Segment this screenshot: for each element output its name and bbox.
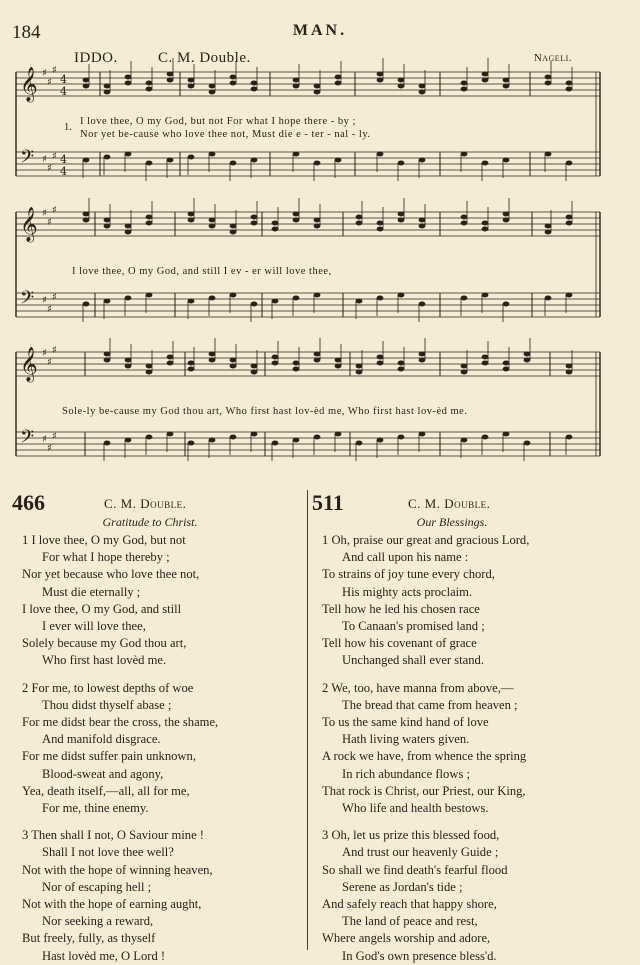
note-head [377,72,384,77]
note-head [335,432,342,437]
note-head [377,361,384,366]
verse-number: 1. [64,122,72,133]
note-head [167,361,174,366]
column-divider [307,490,308,950]
note-head [146,215,153,220]
note-head [503,218,510,223]
note-head [524,441,531,446]
hymn-number-511: 511 [312,490,344,515]
verse-line: Who life and health bestows. [342,801,489,816]
note-head [209,352,216,357]
note-head [314,435,321,440]
note-head [251,432,258,437]
note-head [314,161,321,166]
note-head [104,155,111,160]
note-head [356,370,363,375]
verse-line: A rock we have, from whence the spring [322,749,527,764]
bass-clef: 𝄢 [20,288,35,313]
lyrics-system1-line2: Nor yet be-cause who love thee not, Must die e - ter - nal - ly. [80,129,371,140]
verse-line: Tell how he led his chosen race [322,601,480,616]
note-head [83,302,90,307]
note-head [482,355,489,360]
note-head [545,152,552,157]
verse-line: The bread that came from heaven ; [342,697,518,712]
sharp-sign: ♯ [47,77,52,88]
note-head [503,302,510,307]
verse-line: For me didst suffer pain unknown, [22,749,196,764]
verse-line: And trust our heavenly Guide ; [342,845,499,860]
note-head [461,152,468,157]
verse-line: 1 Oh, praise our great and gracious Lord, [322,533,530,547]
note-head [188,212,195,217]
note-head [188,155,195,160]
sharp-sign: ♯ [47,217,52,228]
bass-clef: 𝄢 [20,427,35,452]
note-head [419,224,426,229]
note-head [398,78,405,83]
note-head [377,296,384,301]
note-head [377,227,384,232]
note-head [251,87,258,92]
note-head [566,435,573,440]
bass-clef: 𝄢 [20,147,35,172]
sharp-sign: ♯ [42,208,47,219]
note-head [482,227,489,232]
note-head [188,218,195,223]
note-head [251,302,258,307]
note-head [293,361,300,366]
note-head [503,361,510,366]
note-head [251,81,258,86]
treble-clef: 𝄞 [20,347,38,382]
note-head [398,218,405,223]
note-head [377,152,384,157]
lyrics-system3: Sole-ly be-cause my God thou art, Who first hast lov-èd me, Who first hast lov-èd me. [62,406,468,417]
verse-line: Where angels worship and adore, [322,931,491,946]
sharp-sign: ♯ [42,348,47,359]
hymn-466-text [22,532,218,965]
page-number: 184 [12,22,41,43]
note-head [230,293,237,298]
note-head [377,355,384,360]
verse-line: 1 I love thee, O my God, but not [22,533,186,547]
note-head [146,87,153,92]
sharp-sign: ♯ [42,434,47,445]
note-head [167,158,174,163]
note-head [209,438,216,443]
note-head [545,296,552,301]
note-head [125,438,132,443]
note-head [482,161,489,166]
time-signature: 4 [60,165,67,178]
verse-line: Solely because my God thou art, [22,636,187,651]
verse-line: But freely, fully, as thyself [22,931,156,946]
note-head [398,435,405,440]
note-head [461,81,468,86]
note-head [545,230,552,235]
note-head [356,364,363,369]
note-head [146,370,153,375]
note-head [356,215,363,220]
verse-line: To strains of joy tune every chord, [322,567,495,582]
verse-line: Not with the hope of winning heaven, [22,862,213,877]
note-head [398,293,405,298]
verse-line: And call upon his name : [342,550,469,565]
note-head [356,299,363,304]
note-head [83,158,90,163]
verse-line: 2 For me, to lowest depths of woe [22,680,194,695]
note-head [188,361,195,366]
note-head [314,90,321,95]
note-head [566,293,573,298]
note-head [566,81,573,86]
verse-line: 3 Then shall I not, O Saviour mine ! [22,828,205,843]
note-head [209,358,216,363]
note-head [503,158,510,163]
note-head [230,81,237,86]
note-head [272,441,279,446]
note-head [83,218,90,223]
note-head [188,299,195,304]
note-head [104,441,111,446]
note-head [104,224,111,229]
verse-line: Nor seeking a reward, [42,914,154,929]
note-head [503,367,510,372]
verse-line: 3 Oh, let us prize this blessed food, [322,828,500,843]
note-head [125,224,132,229]
note-head [125,296,132,301]
verse-line: Thou didst thyself abase ; [42,697,172,712]
note-head [293,218,300,223]
note-head [272,361,279,366]
note-head [293,438,300,443]
note-head [398,361,405,366]
note-head [230,358,237,363]
verse-line: To Canaan's promised land ; [342,619,485,634]
note-head [482,221,489,226]
note-head [461,221,468,226]
note-head [314,358,321,363]
note-head [167,432,174,437]
note-head [125,152,132,157]
note-head [125,81,132,86]
note-head [314,84,321,89]
note-head [125,230,132,235]
time-signature: 4 [60,85,67,98]
note-head [377,78,384,83]
note-head [314,224,321,229]
note-head [104,90,111,95]
note-head [314,293,321,298]
note-head [146,293,153,298]
note-head [503,84,510,89]
note-head [272,227,279,232]
note-head [314,352,321,357]
sharp-sign: ♯ [47,357,52,368]
note-head [566,221,573,226]
verse-line: For me, thine enemy. [42,801,149,816]
verse-line: The land of peace and rest, [342,914,478,929]
note-head [251,215,258,220]
verse-line: In rich abundance flows ; [342,766,470,781]
note-head [356,441,363,446]
note-head [566,161,573,166]
note-head [482,361,489,366]
note-head [209,90,216,95]
note-head [251,158,258,163]
tune-meter: C. M. Double. [158,50,251,66]
sharp-sign: ♯ [52,205,57,216]
note-head [230,230,237,235]
note-head [335,364,342,369]
note-head [503,78,510,83]
verse-line: Not with the hope of earning aught, [22,897,202,912]
hymn-meter-511: C. M. Double. [408,496,491,511]
note-head [419,84,426,89]
treble-clef: 𝄞 [20,67,38,102]
note-head [167,355,174,360]
note-head [398,367,405,372]
verse-line: That rock is Christ, our Priest, our King, [322,783,526,798]
note-head [398,212,405,217]
note-head [545,75,552,80]
sharp-sign: ♯ [52,431,57,442]
note-head [251,370,258,375]
note-head [188,441,195,446]
verse-line: To us the same kind hand of love [322,715,489,730]
verse-line: Who first hast lovèd me. [42,653,167,668]
sharp-sign: ♯ [47,304,52,315]
sharp-sign: ♯ [52,65,57,76]
verse-line: Shall I not love thee well? [42,845,174,860]
note-head [104,84,111,89]
note-head [524,358,531,363]
note-head [146,81,153,86]
note-head [461,364,468,369]
treble-clef: 𝄞 [20,207,38,242]
verse-line: Must die eternally ; [42,584,141,599]
note-head [125,75,132,80]
lyrics-system2: I love thee, O my God, and still I ev - er will love thee, [72,266,332,277]
note-head [209,218,216,223]
note-head [482,293,489,298]
verse-line: So shall we find death's fearful flood [322,862,508,877]
note-head [419,218,426,223]
note-head [272,221,279,226]
note-head [167,78,174,83]
verse-line: Nor of escaping hell ; [42,879,152,894]
note-head [461,215,468,220]
note-head [209,224,216,229]
note-head [209,84,216,89]
verse-line: Blood-sweat and agony, [42,766,164,781]
note-head [146,221,153,226]
verse-line: And safely reach that happy shore, [322,897,497,912]
verse-line: Hast lovèd me, O Lord ! [42,948,166,963]
note-head [230,75,237,80]
note-head [545,224,552,229]
note-head [188,84,195,89]
note-head [293,212,300,217]
hymn-title-511: Our Blessings. [416,515,488,529]
note-head [566,215,573,220]
note-head [293,152,300,157]
note-head [335,358,342,363]
note-head [251,221,258,226]
note-head [419,352,426,357]
verse-line: Tell how his covenant of grace [322,636,477,651]
hymn-meter-466: C. M. Double. [104,496,187,511]
note-head [104,299,111,304]
note-head [503,432,510,437]
note-head [230,435,237,440]
note-head [293,296,300,301]
note-head [230,224,237,229]
note-head [146,161,153,166]
sharp-sign: ♯ [52,292,57,303]
note-head [482,78,489,83]
verse-line: Serene as Jordan's tide ; [342,879,463,894]
note-head [482,435,489,440]
verse-line: For me didst bear the cross, the shame, [22,715,219,730]
verse-line: For what I hope thereby ; [42,550,170,565]
note-head [230,364,237,369]
sharp-sign: ♯ [42,295,47,306]
note-head [230,161,237,166]
note-head [209,296,216,301]
note-head [461,87,468,92]
note-head [125,364,132,369]
note-head [461,296,468,301]
note-head [566,370,573,375]
note-head [146,435,153,440]
hymn-number-466: 466 [12,490,45,515]
note-head [188,367,195,372]
note-head [398,161,405,166]
note-head [83,78,90,83]
sharp-sign: ♯ [47,443,52,454]
sharp-sign: ♯ [52,151,57,162]
sharp-sign: ♯ [47,163,52,174]
note-head [209,152,216,157]
note-head [419,90,426,95]
note-head [356,221,363,226]
note-head [419,432,426,437]
note-head [566,87,573,92]
note-head [167,72,174,77]
sharp-sign: ♯ [42,68,47,79]
note-head [398,84,405,89]
lyrics-system1-line1: I love thee, O my God, but not For what I hope there - by ; [80,116,356,127]
sharp-sign: ♯ [42,154,47,165]
verse-line: Unchanged shall ever stand. [342,653,484,668]
note-head [482,72,489,77]
verse-line: In God's own presence bless'd. [342,948,497,963]
note-head [104,218,111,223]
note-head [314,218,321,223]
note-head [104,358,111,363]
note-head [419,358,426,363]
note-head [335,75,342,80]
note-head [293,78,300,83]
note-head [545,81,552,86]
note-head [566,364,573,369]
verse-line: Nor yet because who love thee not, [22,567,200,582]
note-head [524,352,531,357]
time-signature: 4 [60,73,67,86]
verse-line: I ever will love thee, [42,619,146,634]
note-head [335,81,342,86]
note-head [419,302,426,307]
verse-line: I love thee, O my God, and still [22,601,182,616]
note-head [461,370,468,375]
note-head [335,158,342,163]
note-head [293,367,300,372]
hymn-511-text [322,532,529,965]
verse-line: Hath living waters given. [342,732,470,747]
note-head [272,299,279,304]
running-head: MAN. [292,22,348,39]
hymn-title-466: Gratitude to Christ. [102,515,198,529]
verse-line: His mighty acts proclaim. [342,584,473,599]
note-head [83,212,90,217]
note-head [377,221,384,226]
note-head [188,78,195,83]
note-head [104,352,111,357]
note-head [503,212,510,217]
note-head [419,158,426,163]
note-head [83,84,90,89]
note-head [293,84,300,89]
note-head [272,355,279,360]
note-head [461,438,468,443]
note-head [125,358,132,363]
composer: Nageli. [533,52,572,64]
verse-line: 2 We, too, have manna from above,— [322,680,514,695]
time-signature: 4 [60,153,67,166]
verse-line: Yea, death itself,—all, all for me, [22,783,190,798]
note-head [251,364,258,369]
verse-line: And manifold disgrace. [42,732,161,747]
tune-name: IDDO. [74,50,118,66]
note-head [377,438,384,443]
note-head [146,364,153,369]
sharp-sign: ♯ [52,345,57,356]
